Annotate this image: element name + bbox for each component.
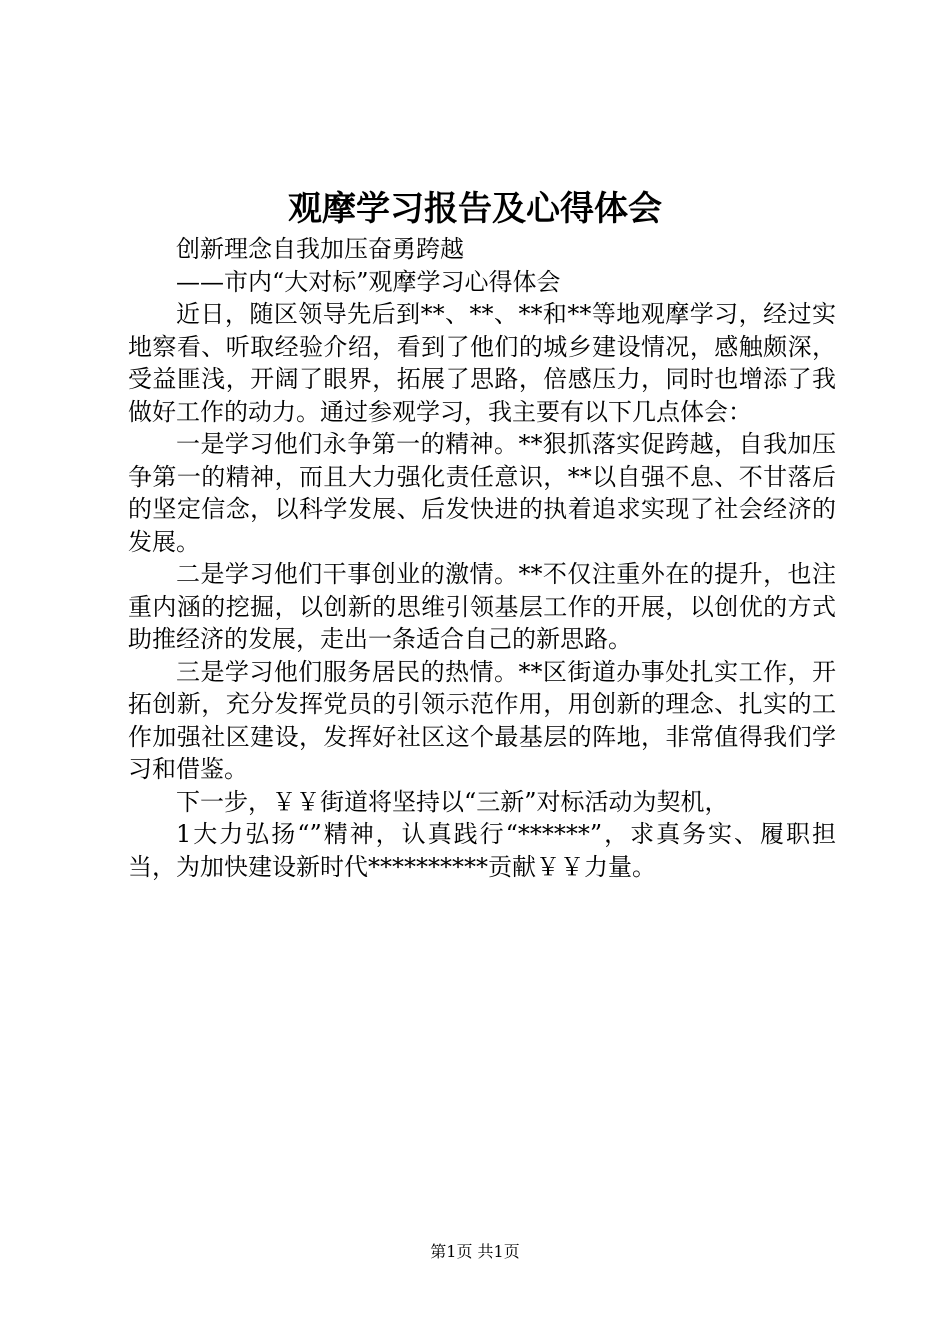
document-title: 观摩学习报告及心得体会 [288,189,662,229]
paragraph-subtitle: 创新理念自我加压奋勇跨越 [176,235,464,263]
paragraph-point-two: 二是学习他们干事创业的激情。**不仅注重外在的提升，也注重内涵的挖掘，以创新的思维引领基层工作的开展，以创优的方式助推经济的发展，走出一条适合自己的新思路。 [128,560,836,653]
paragraph-intro: 近日，随区领导先后到**、**、**和**等地观摩学习，经过实地察看、听取经验介绍，看到了他们的城乡建设情况，感触颇深，受益匪浅，开阔了眼界，拓展了思路，倍感压力，同时也增添了我做好工作的动力。通过参观学习，我主要有以下几点体会： [128,300,836,426]
document-body [128,233,836,883]
paragraph-point-one: 一是学习他们永争第一的精神。**狠抓落实促跨越，自我加压争第一的精神，而且大力强化责任意识，**以自强不息、不甘落后的坚定信念，以科学发展、后发快进的执着追求实现了社会经济的发展。 [128,430,836,556]
paragraph-point-three: 三是学习他们服务居民的热情。**区街道办事处扎实工作，开拓创新，充分发挥党员的引领示范作用，用创新的理念、扎实的工作加强社区建设，发挥好社区这个最基层的阵地，非常值得我们学习和借鉴。 [128,657,836,783]
paragraph-subheading: ——市内“大对标”观摩学习心得体会 [176,267,561,296]
paragraph-closing: 1大力弘扬“”精神，认真践行“******”，求真务实、履职担当，为加快建设新时代**********贡献￥￥力量。 [128,820,836,881]
page-footer: 第1页 共1页 [430,1242,520,1261]
paragraph-next-step: 下一步，￥￥街道将坚持以“三新”对标活动为契机， [176,787,729,816]
